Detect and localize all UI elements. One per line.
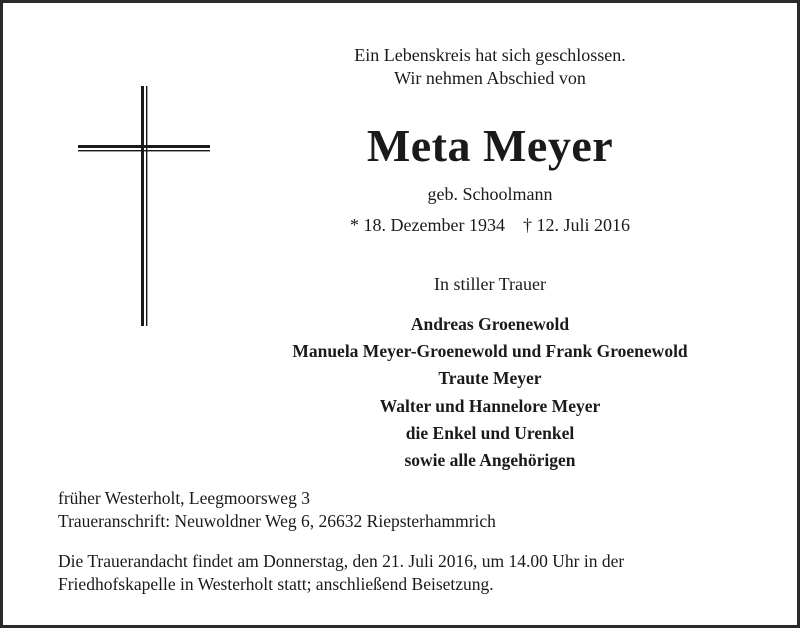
former-address: früher Westerholt, Leegmoorsweg 3 [58,488,310,508]
intro-line-1: Ein Lebenskreis hat sich geschlossen. [354,45,626,65]
death-date: † 12. Juli 2016 [522,215,630,235]
birth-date: * 18. Dezember 1934 [350,215,505,235]
intro-text [240,44,740,90]
life-dates [240,213,740,237]
mourner-item: Walter und Hannelore Meyer [379,395,601,416]
cross-icon [78,86,210,326]
service-line-1: Die Trauerandacht findet am Donnerstag, den 21. Juli 2016, um 14.00 Uhr in der [58,551,625,571]
deceased-name: Meta Meyer [366,120,614,171]
mourner-item: die Enkel und Urenkel [405,422,575,443]
service-info [58,550,758,596]
mourner-item: Traute Meyer [438,368,542,389]
mourner-item: Manuela Meyer-Groenewold und Frank Groenewold [292,341,688,362]
address-block [58,487,758,533]
mourner-item: Andreas Groenewold [410,314,570,334]
mourning-address: Traueranschrift: Neuwoldner Weg 6, 26632 Riepsterhammrich [58,511,496,531]
intro-line-2: Wir nehmen Abschied von [394,68,586,88]
mourning-label: In stiller Trauer [434,274,546,294]
mourner-item: sowie alle Angehörigen [404,450,576,471]
birth-name: geb. Schoolmann [427,184,553,204]
mourners-list [240,311,740,474]
service-line-2: Friedhofskapelle in Westerholt statt; anschließend Beisetzung. [58,574,494,594]
